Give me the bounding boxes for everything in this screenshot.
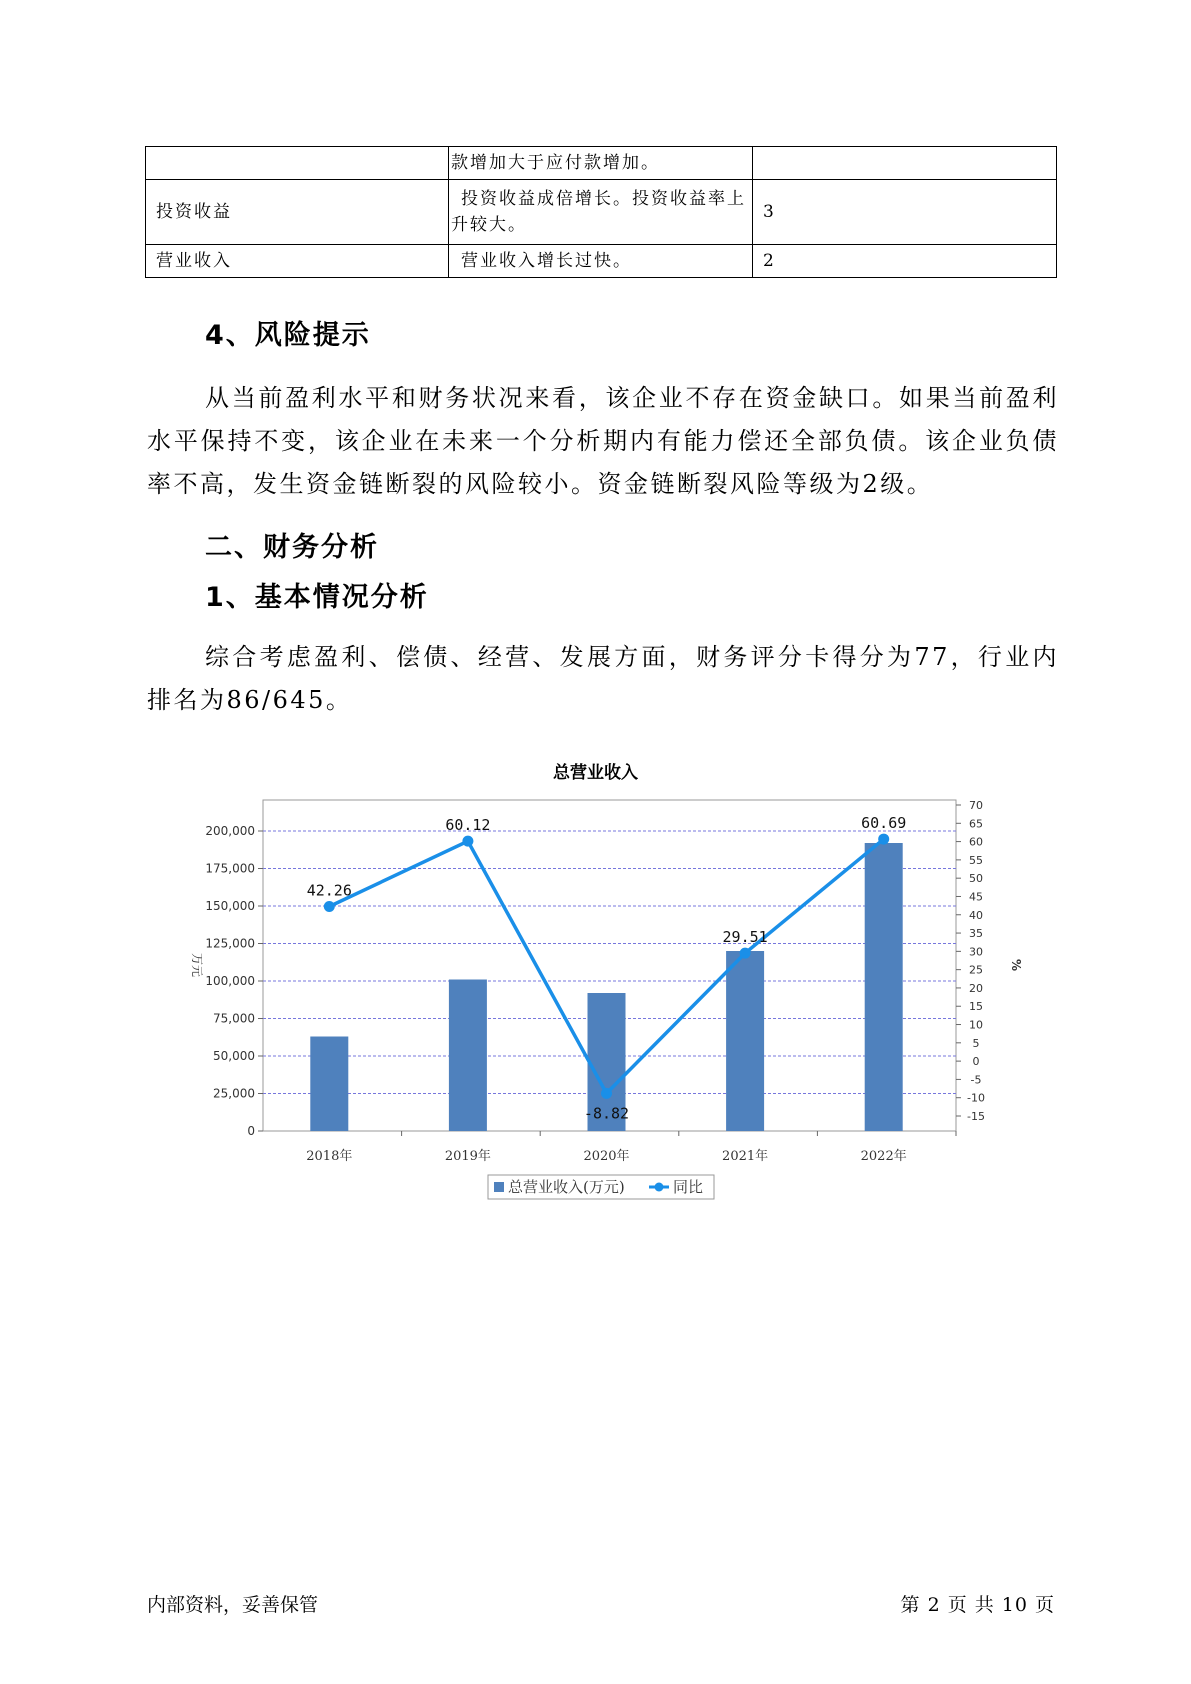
table-cell-score: 3 (753, 180, 1057, 245)
y2-tick-label: 60 (969, 835, 983, 849)
x-tick-label: 2020年 (583, 1149, 630, 1164)
y-tick-label: 100,000 (205, 974, 255, 988)
legend-bar-label: 总营业收入(万元) (508, 1178, 625, 1196)
y2-tick-label: 55 (969, 853, 983, 867)
data-label: -8.82 (583, 1104, 630, 1123)
y2-tick-label: 30 (969, 945, 983, 959)
table-cell-description: 营业收入增长过快。 (449, 245, 753, 278)
y2-tick-label: 25 (969, 963, 983, 977)
y2-tick-label: -15 (967, 1110, 985, 1123)
y2-tick-label: 70 (969, 799, 983, 812)
table-cell-score: 2 (753, 245, 1057, 278)
y-tick-label: 125,000 (205, 936, 255, 951)
y2-axis-label: % (1009, 958, 1023, 972)
revenue-bar (726, 951, 764, 1131)
yoy-point (878, 834, 889, 845)
table-cell-item: 投资收益 (146, 180, 449, 245)
y-tick-label: 200,000 (205, 824, 255, 838)
footer-confidential: 内部资料，妥善保管 (147, 1594, 319, 1616)
chart-title: 总营业收入 (553, 763, 638, 783)
risk-paragraph: 从当前盈利水平和财务状况来看，该企业不存在资金缺口。如果当前盈利水平保持不变，该企业在未来一个分析期内有能力偿还全部负债。该企业负债率不高，发生资金链断裂的风险较小。资金链断裂风险等级为2级。 (147, 384, 1059, 498)
data-label: 60.12 (445, 816, 491, 835)
basic-paragraph: 综合考虑盈利、偿债、经营、发展方面，财务评分卡得分为77，行业内排名为86/645。 (147, 643, 1059, 714)
data-label: 29.51 (722, 928, 768, 947)
section-heading-risk: 4、风险提示 (205, 320, 371, 351)
revenue-bar (449, 980, 487, 1132)
y-tick-label: 75,000 (213, 1011, 255, 1026)
y2-tick-label: 45 (969, 890, 983, 904)
table-cell-description: 款增加大于应付款增加。 (449, 147, 753, 180)
y2-tick-label: 35 (969, 927, 983, 941)
y2-tick-label: 0 (972, 1055, 980, 1069)
x-tick-label: 2021年 (722, 1149, 769, 1164)
section-heading-financial: 二、财务分析 (205, 532, 379, 563)
data-label: 42.26 (306, 881, 352, 900)
yoy-point (740, 948, 751, 959)
y-tick-label: 175,000 (205, 861, 255, 876)
x-tick-label: 2018年 (306, 1149, 353, 1164)
y2-tick-label: 10 (969, 1018, 983, 1032)
yoy-point (462, 836, 473, 847)
y2-tick-label: 20 (969, 981, 983, 995)
legend-line-marker (655, 1183, 664, 1192)
yoy-point (601, 1088, 612, 1099)
y2-tick-label: 5 (972, 1036, 980, 1050)
section-subheading-basic: 1、基本情况分析 (205, 582, 429, 613)
x-tick-label: 2019年 (444, 1149, 491, 1164)
y-tick-label: 50,000 (213, 1049, 255, 1063)
yoy-point (324, 901, 335, 912)
y2-tick-label: -5 (970, 1073, 982, 1087)
y2-tick-label: 15 (969, 1000, 983, 1014)
y-tick-label: 25,000 (213, 1086, 255, 1101)
y-tick-label: 150,000 (205, 899, 255, 913)
y2-tick-label: -10 (967, 1091, 985, 1105)
y2-tick-label: 40 (969, 908, 983, 922)
revenue-bar (865, 843, 903, 1131)
legend-bar-swatch (494, 1182, 504, 1192)
revenue-bar (310, 1037, 348, 1132)
footer-page-number: 第 2 页 共 10 页 (900, 1594, 1055, 1616)
x-tick-label: 2022年 (860, 1149, 907, 1164)
table-cell-description: 投资收益成倍增长。投资收益率上升较大。 (449, 180, 753, 245)
y2-tick-label: 50 (969, 872, 983, 886)
y-axis-label: 万元 (190, 952, 204, 978)
y2-tick-label: 65 (969, 817, 983, 831)
table-cell-item: 营业收入 (146, 245, 449, 278)
data-label: 60.69 (861, 814, 907, 833)
y-tick-label: 0 (247, 1124, 255, 1138)
legend-line-label: 同比 (673, 1178, 704, 1196)
